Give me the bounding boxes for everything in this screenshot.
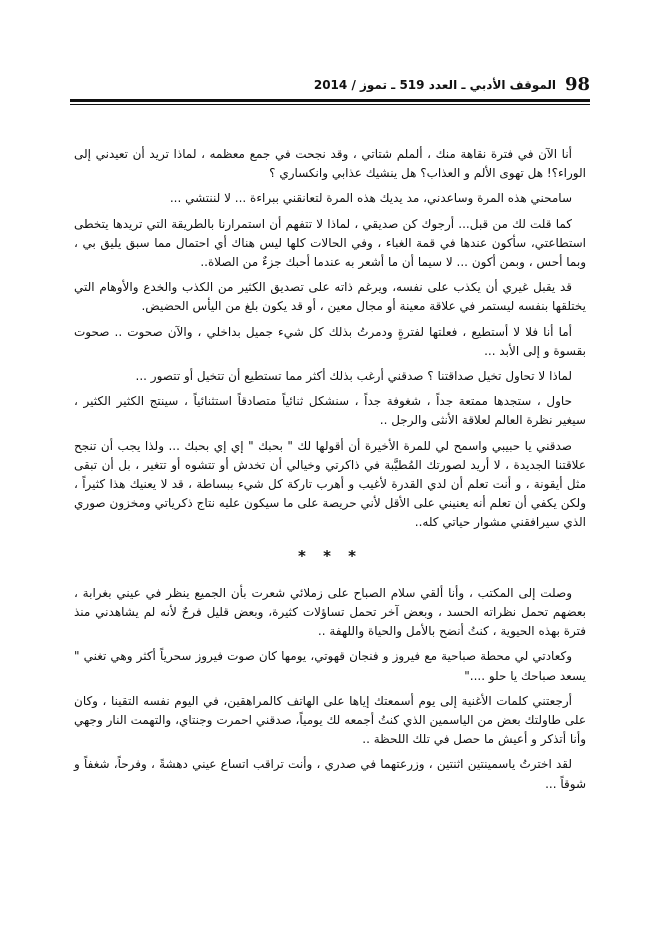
journal-title: الموقف الأدبي ـ العدد 519 ـ تموز / 2014 xyxy=(313,78,556,92)
paragraph: كما قلت لك من قبل... أرجوك كن صديقي ، لماذا لا تتفهم أن استمرارنا بالطريقة التي تريدها يتخطى استطاعتي، سأكون عندها في قمة الغباء ، وفي الحالات كلها ليس هناك أي احتمال مما سبق يليق بي ، وبما أحس ، وبمن أكون ... لا سيما أن ما أشعر به عندما أحبك جزءٌ من الصلاة.. xyxy=(74,216,586,270)
article-body xyxy=(74,145,586,800)
paragraph: أما أنا فلا لا أستطيع ، فعلتها لفترةٍ ودمرتُ بذلك كل شيء جميل بداخلي ، والآن صحوت .. صحوت بقسوة و إلى الأبد ... xyxy=(74,324,586,358)
section-separator: * * * xyxy=(298,546,362,565)
paragraph: أنا الآن في فترة نقاهة منك ، ألملم شتاتي ، وقد نجحت في جمع معظمه ، لماذا تريد أن تعيدني إلى الوراء؟! هل تهوى الألم و العذاب؟ هل ينشيك عذابي وانكساري ؟ xyxy=(74,147,586,181)
paragraph: لماذا لا تحاول تخيل صداقتنا ؟ صدقني أرغب بذلك أكثر مما تستطيع أن تتخيل أو تتصور ... xyxy=(135,369,572,384)
paragraph: قد يقبل غيري أن يكذب على نفسه، ويرغم ذاته على تصديق الكثير من الكذب والخدع والأوهام التي يختلقها بنفسه ليستمر في علاقة معينة أو مجال معين ، أو قد يكون بلغ من اليأس الحضيض. xyxy=(74,280,586,314)
header-rule-thin xyxy=(70,104,590,105)
paragraph: أرجعتني كلمات الأغنية إلى يوم أسمعتك إياها على الهاتف كالمراهقين، في اليوم نفسه التقينا ، وكان على طاولتك بعض من الياسمين الذي كنتُ أجمعه لك يومياً، صدقني احمرت وجنتاي، والتهمت النار وجهي وأنا أتذكر و أعيش ما حصل في تلك اللحظة .. xyxy=(74,693,586,747)
paragraph: وصلت إلى المكتب ، وأنا ألقي سلام الصباح على زملائي شعرت بأن الجميع ينظر في عيني بغرابة ، بعضهم تحمل نظراته الحسد ، وبعض آخر تحمل تساؤلات كثيرة، وبعض قليل فرحٌ لأنه لم يشاهدني منذ فترة بهذه الحيوية ، كنتُ أنضح بالأمل والحياة واللهفة .. xyxy=(74,585,586,639)
paragraph: سامحني هذه المرة وساعدني، مد يديك هذه المرة لتعانقني ببراءة ... لا لننتشي ... xyxy=(169,191,572,206)
paragraph: حاول ، ستجدها ممتعة جداً ، شغوفة جداً ، سنشكل ثنائياً متصادقاً استثنائياً ، سينتج الكثير الكثير ، سيغير نظرة العالم لعلاقة الأنثى والرجل .. xyxy=(74,394,586,428)
page-header xyxy=(70,74,590,100)
page-number: 98 xyxy=(564,74,590,95)
paragraph: لقد اخترتُ ياسمينتين اثنتين ، وزرعتهما في صدري ، وأنت تراقب اتساع عيني دهشةً ، وفرحاً، شغفاً و شوقاً ... xyxy=(74,757,586,791)
header-rule xyxy=(70,99,590,102)
paragraph: صدقني يا حبيبي واسمح لي للمرة الأخيرة أن أقولها لك " بحبك " إي إي بحبك ... ولذا يجب أن تنجح علاقتنا الجديدة ، لا أريد لصورتك المُطيَّبة في ذاكرتي وخيالي أن تخدش أو تتشوه أو تتغير ، بل أن تبقى مثل أيقونة ، و أنت تعلم أن لدي القدرة لأغيب و أهرب تاركة كل شيء ببساطة ، قد لا يعنيك هذا كثيراً ، ولكن يكفي أن تعلم أنه يعنيني على الأقل لأني حريصة على ما سيكون عليه نتاج ذكرياتي ومخزون صوري الذي سيرافقني مشوار حياتي كله.. xyxy=(74,438,586,530)
paragraph: وكعادتي لي محطة صباحية مع فيروز و فنجان قهوتي، يومها كان صوت فيروز سحرياً أكثر وهي تغني " يسعد صباحك يا حلو ...." xyxy=(74,649,586,683)
